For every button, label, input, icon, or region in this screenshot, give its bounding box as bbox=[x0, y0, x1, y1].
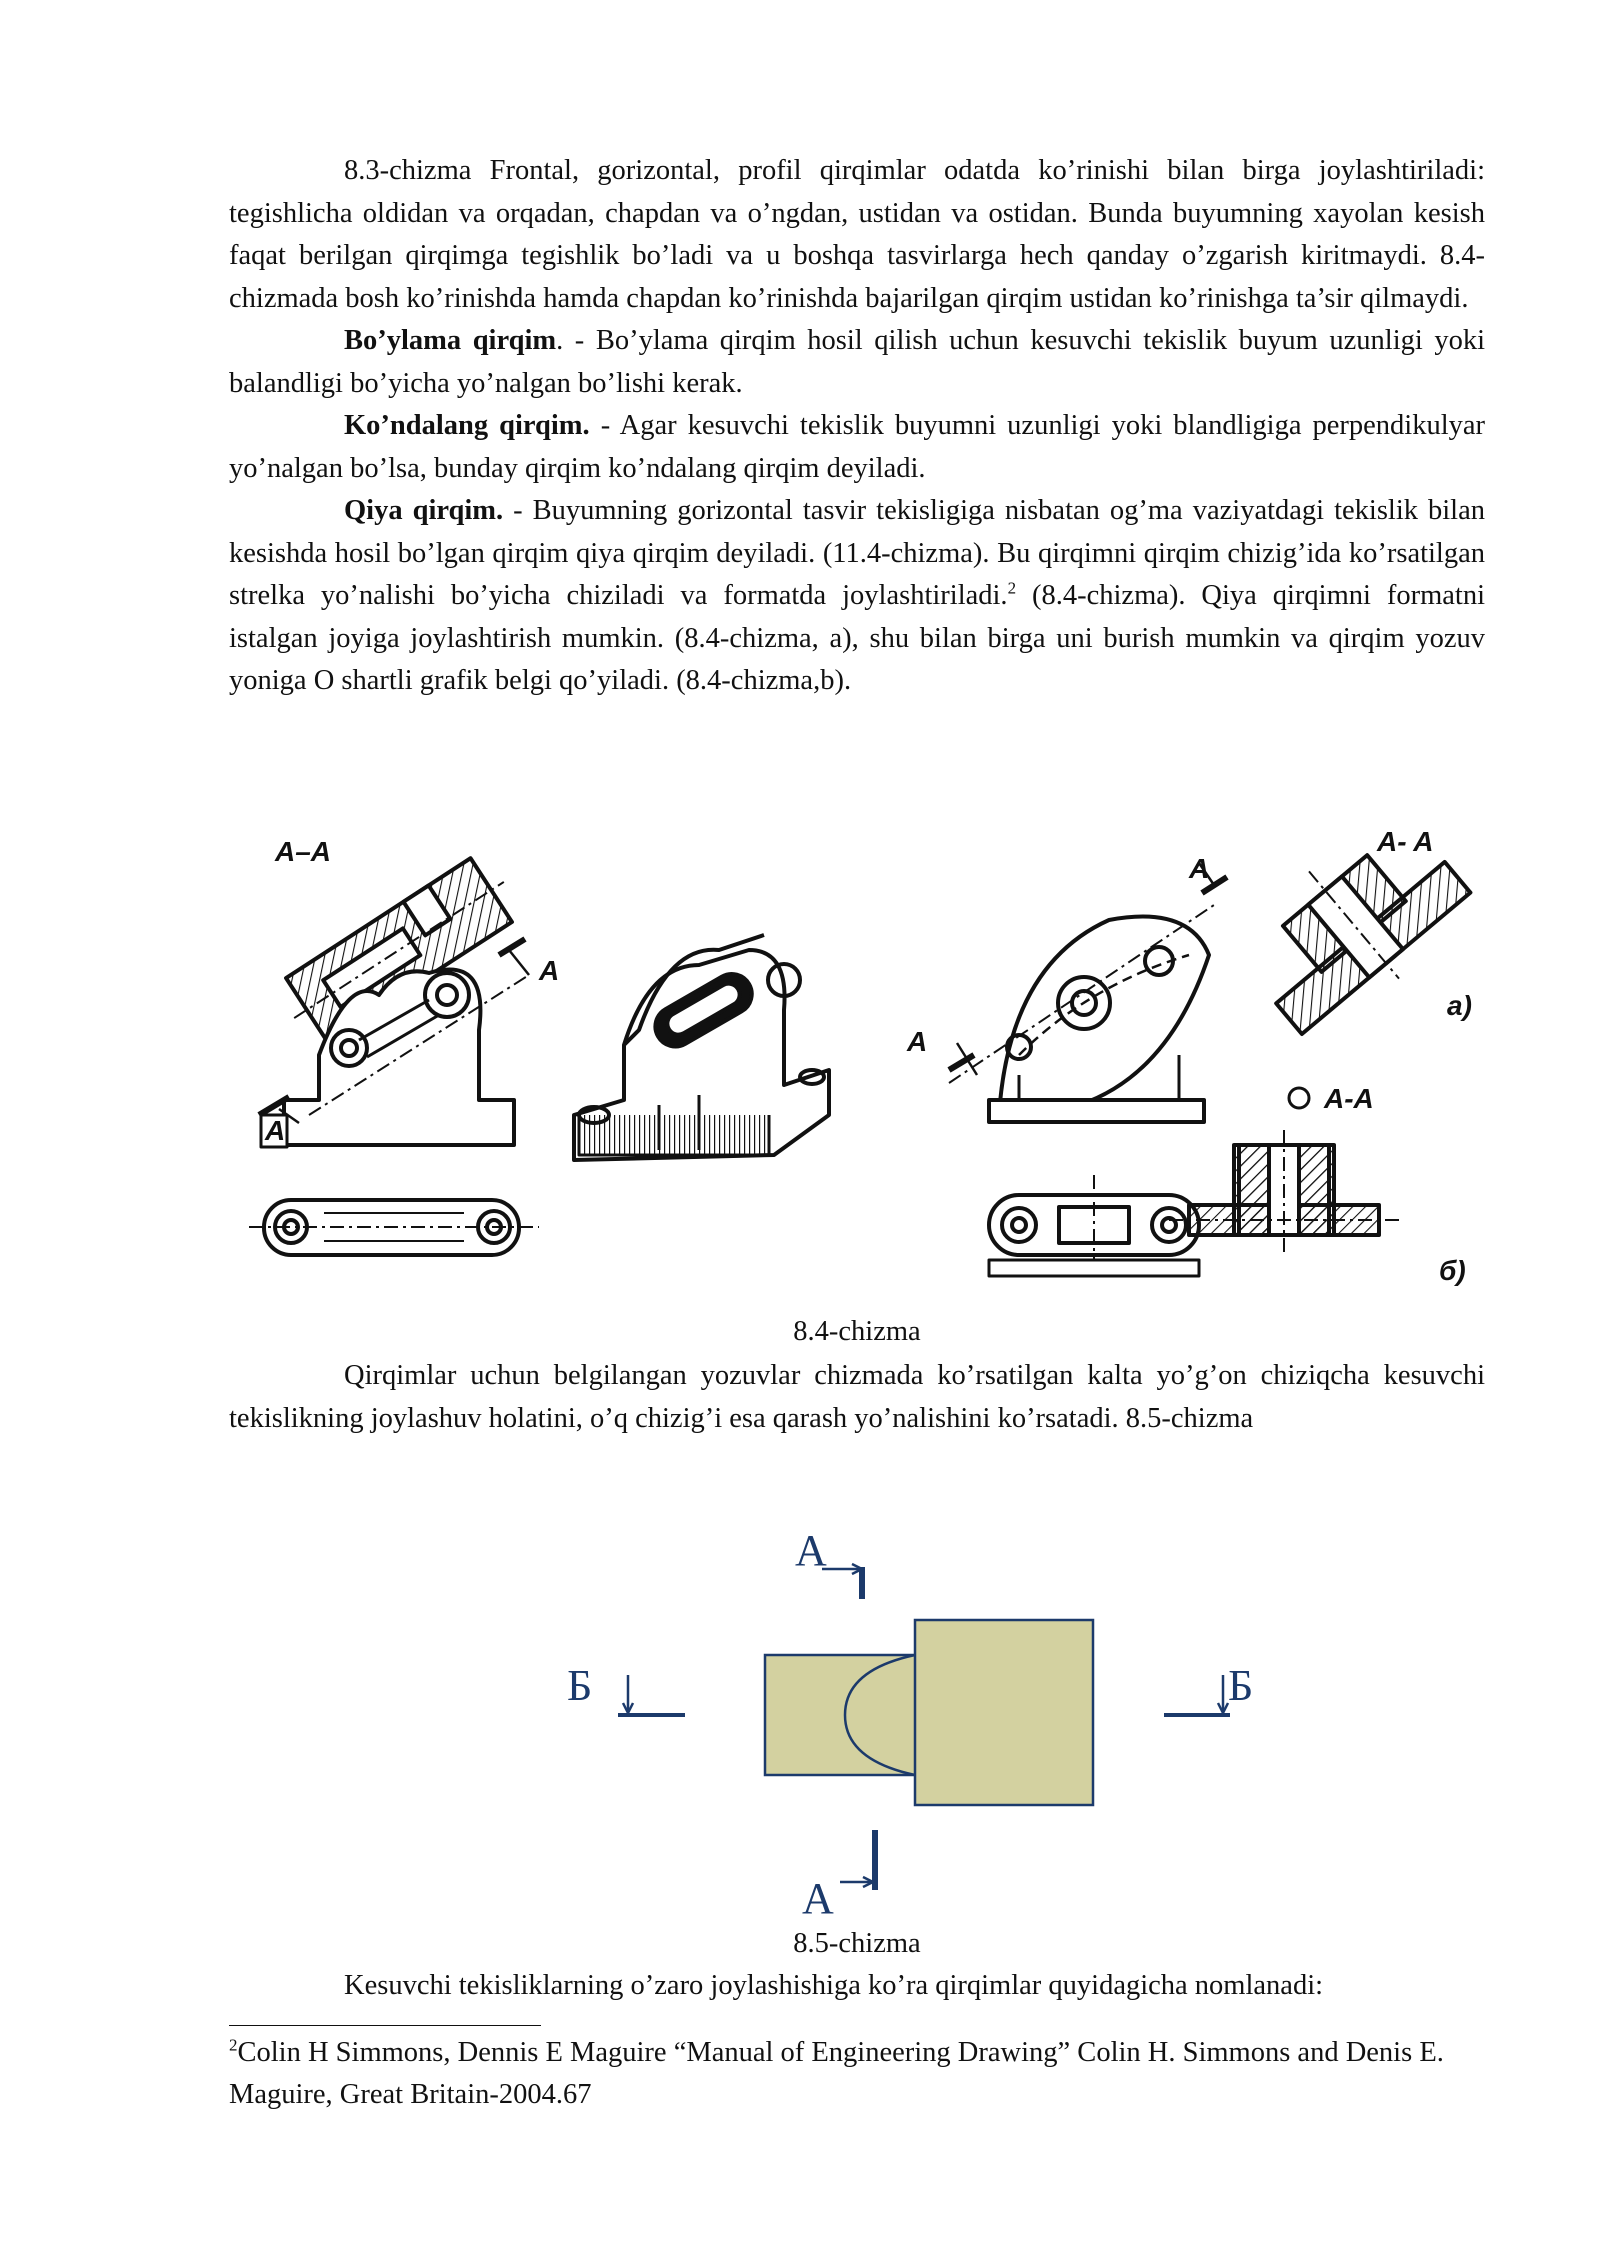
term-kondalang: Ko’ndalang qirqim. bbox=[344, 410, 590, 441]
label-a-right-top: A bbox=[1189, 853, 1210, 884]
label-a-top: A bbox=[795, 1526, 827, 1575]
label-b: б) bbox=[1439, 1255, 1466, 1286]
paragraph-5: Qirqimlar uchun belgilangan yozuvlar chizmada ko’rsatilgan kalta yo’g’on chiziqcha kesuvchi tekislikning joylashuv holatini, o’q chizig’i esa qarash yo’nalishini ko’rsatadi. 8.5-chizma bbox=[229, 1360, 1485, 1434]
footnote-text: Colin H Simmons, Dennis E Maguire “Manual of Engineering Drawing” Colin H. Simmons and Denis E. Maguire, Great Britain-2004.67 bbox=[229, 2037, 1444, 2110]
top-view-right bbox=[989, 1175, 1199, 1276]
figure-8-5 bbox=[540, 1515, 1300, 1925]
paragraph-kondalang-text: - Agar kesuvchi tekislik buyumni uzunligi yoki blandligiga perpendikulyar yo’nalgan bo’lsa, bunday qirqim ko’ndalang qirqim deyiladi. bbox=[229, 410, 1486, 484]
footnote-mark: 2 bbox=[229, 2035, 238, 2055]
label-b-left: Б bbox=[567, 1661, 593, 1710]
paragraph-kondalang bbox=[229, 405, 1485, 490]
label-aa-right: A- A bbox=[1377, 826, 1434, 857]
paragraph-6: Kesuvchi tekisliklarning o’zaro joylashishiga ko’ra qirqimlar quyidagicha nomlanadi: bbox=[344, 1970, 1324, 2001]
term-qiya: Qiya qirqim. bbox=[344, 495, 504, 526]
label-a-right-left: A bbox=[907, 1026, 928, 1057]
body-text bbox=[229, 150, 1485, 703]
top-view-left bbox=[249, 1200, 539, 1255]
term-boylama: Bo’ylama qirqim bbox=[344, 325, 557, 356]
label-b-right: Б bbox=[1228, 1661, 1254, 1710]
shape-right-block bbox=[915, 1620, 1093, 1805]
label-a-bottom: A bbox=[802, 1874, 834, 1923]
figure-8-4 bbox=[229, 815, 1485, 1295]
body-text-3 bbox=[229, 1965, 1485, 2008]
caption-8-5: 8.5-chizma bbox=[793, 1928, 921, 1959]
front-view-right bbox=[949, 863, 1227, 1122]
section-a-a-oblique bbox=[1225, 815, 1484, 1049]
paragraph-boylama bbox=[229, 320, 1485, 405]
label-aa-rotated: A-A bbox=[1324, 1083, 1374, 1114]
footnote-ref: 2 bbox=[1007, 578, 1017, 598]
paragraph-qiya bbox=[229, 490, 1485, 703]
label-aa-left: A–A bbox=[275, 836, 332, 867]
paragraph-qiya-tail: (8.4-chizma). Qiya qirqimni formatni istalgan joyiga joylashtirish mumkin. (8.4-chizma, a), shu bilan birga uni burish mumkin va qirqim yozuv yoniga O shartli grafik belgi qo’yiladi. (8.4-chizma,b). bbox=[229, 580, 1485, 696]
caption-8-4: 8.4-chizma bbox=[793, 1316, 921, 1347]
paragraph-boylama-text: . - Bo’ylama qirqim hosil qilish uchun kesuvchi tekislik buyum uzunligi yoki balandligi bo’yicha yo’nalgan bo’lishi kerak. bbox=[229, 325, 1485, 399]
label-a-left-bottom: A bbox=[265, 1115, 286, 1146]
isometric-part bbox=[574, 935, 829, 1160]
footnote-separator bbox=[229, 2025, 541, 2026]
label-a-left-top: A bbox=[539, 955, 560, 986]
label-a: a) bbox=[1447, 990, 1472, 1021]
paragraph-qiya-text: - Buyumning gorizontal tasvir tekisligiga nisbatan og’ma vaziyatdagi tekislik bilan kesishda hosil bo’lgan qirqim qiya qirqim deyiladi. (11.4-chizma). Bu qirqimni qirqim chizig’ida ko’rsatilgan strelka yo’nalishi bo’yicha chiziladi va formatda joylashtiriladi. bbox=[229, 495, 1486, 611]
paragraph-1: 8.3-chizma Frontal, gorizontal, profil qirqimlar odatda ko’rinishi bilan birga joylashtiriladi: tegishlicha oldidan va orqadan, chapdan va o’ngdan, ustidan va ostidan. Bunda buyumning xayolan kesish faqat berilgan qirqimga tegishlik bo’ladi va u boshqa tasvirlarga hech qanday o’zgarish kiritmaydi. 8.4-chizmada bosh ko’rinishda hamda chapdan ko’rinishda bajarilgan qirqim ustidan ko’rinishga ta’sir qilmaydi. bbox=[229, 155, 1485, 314]
body-text-2 bbox=[229, 1355, 1485, 1440]
footnote bbox=[229, 2032, 1485, 2116]
